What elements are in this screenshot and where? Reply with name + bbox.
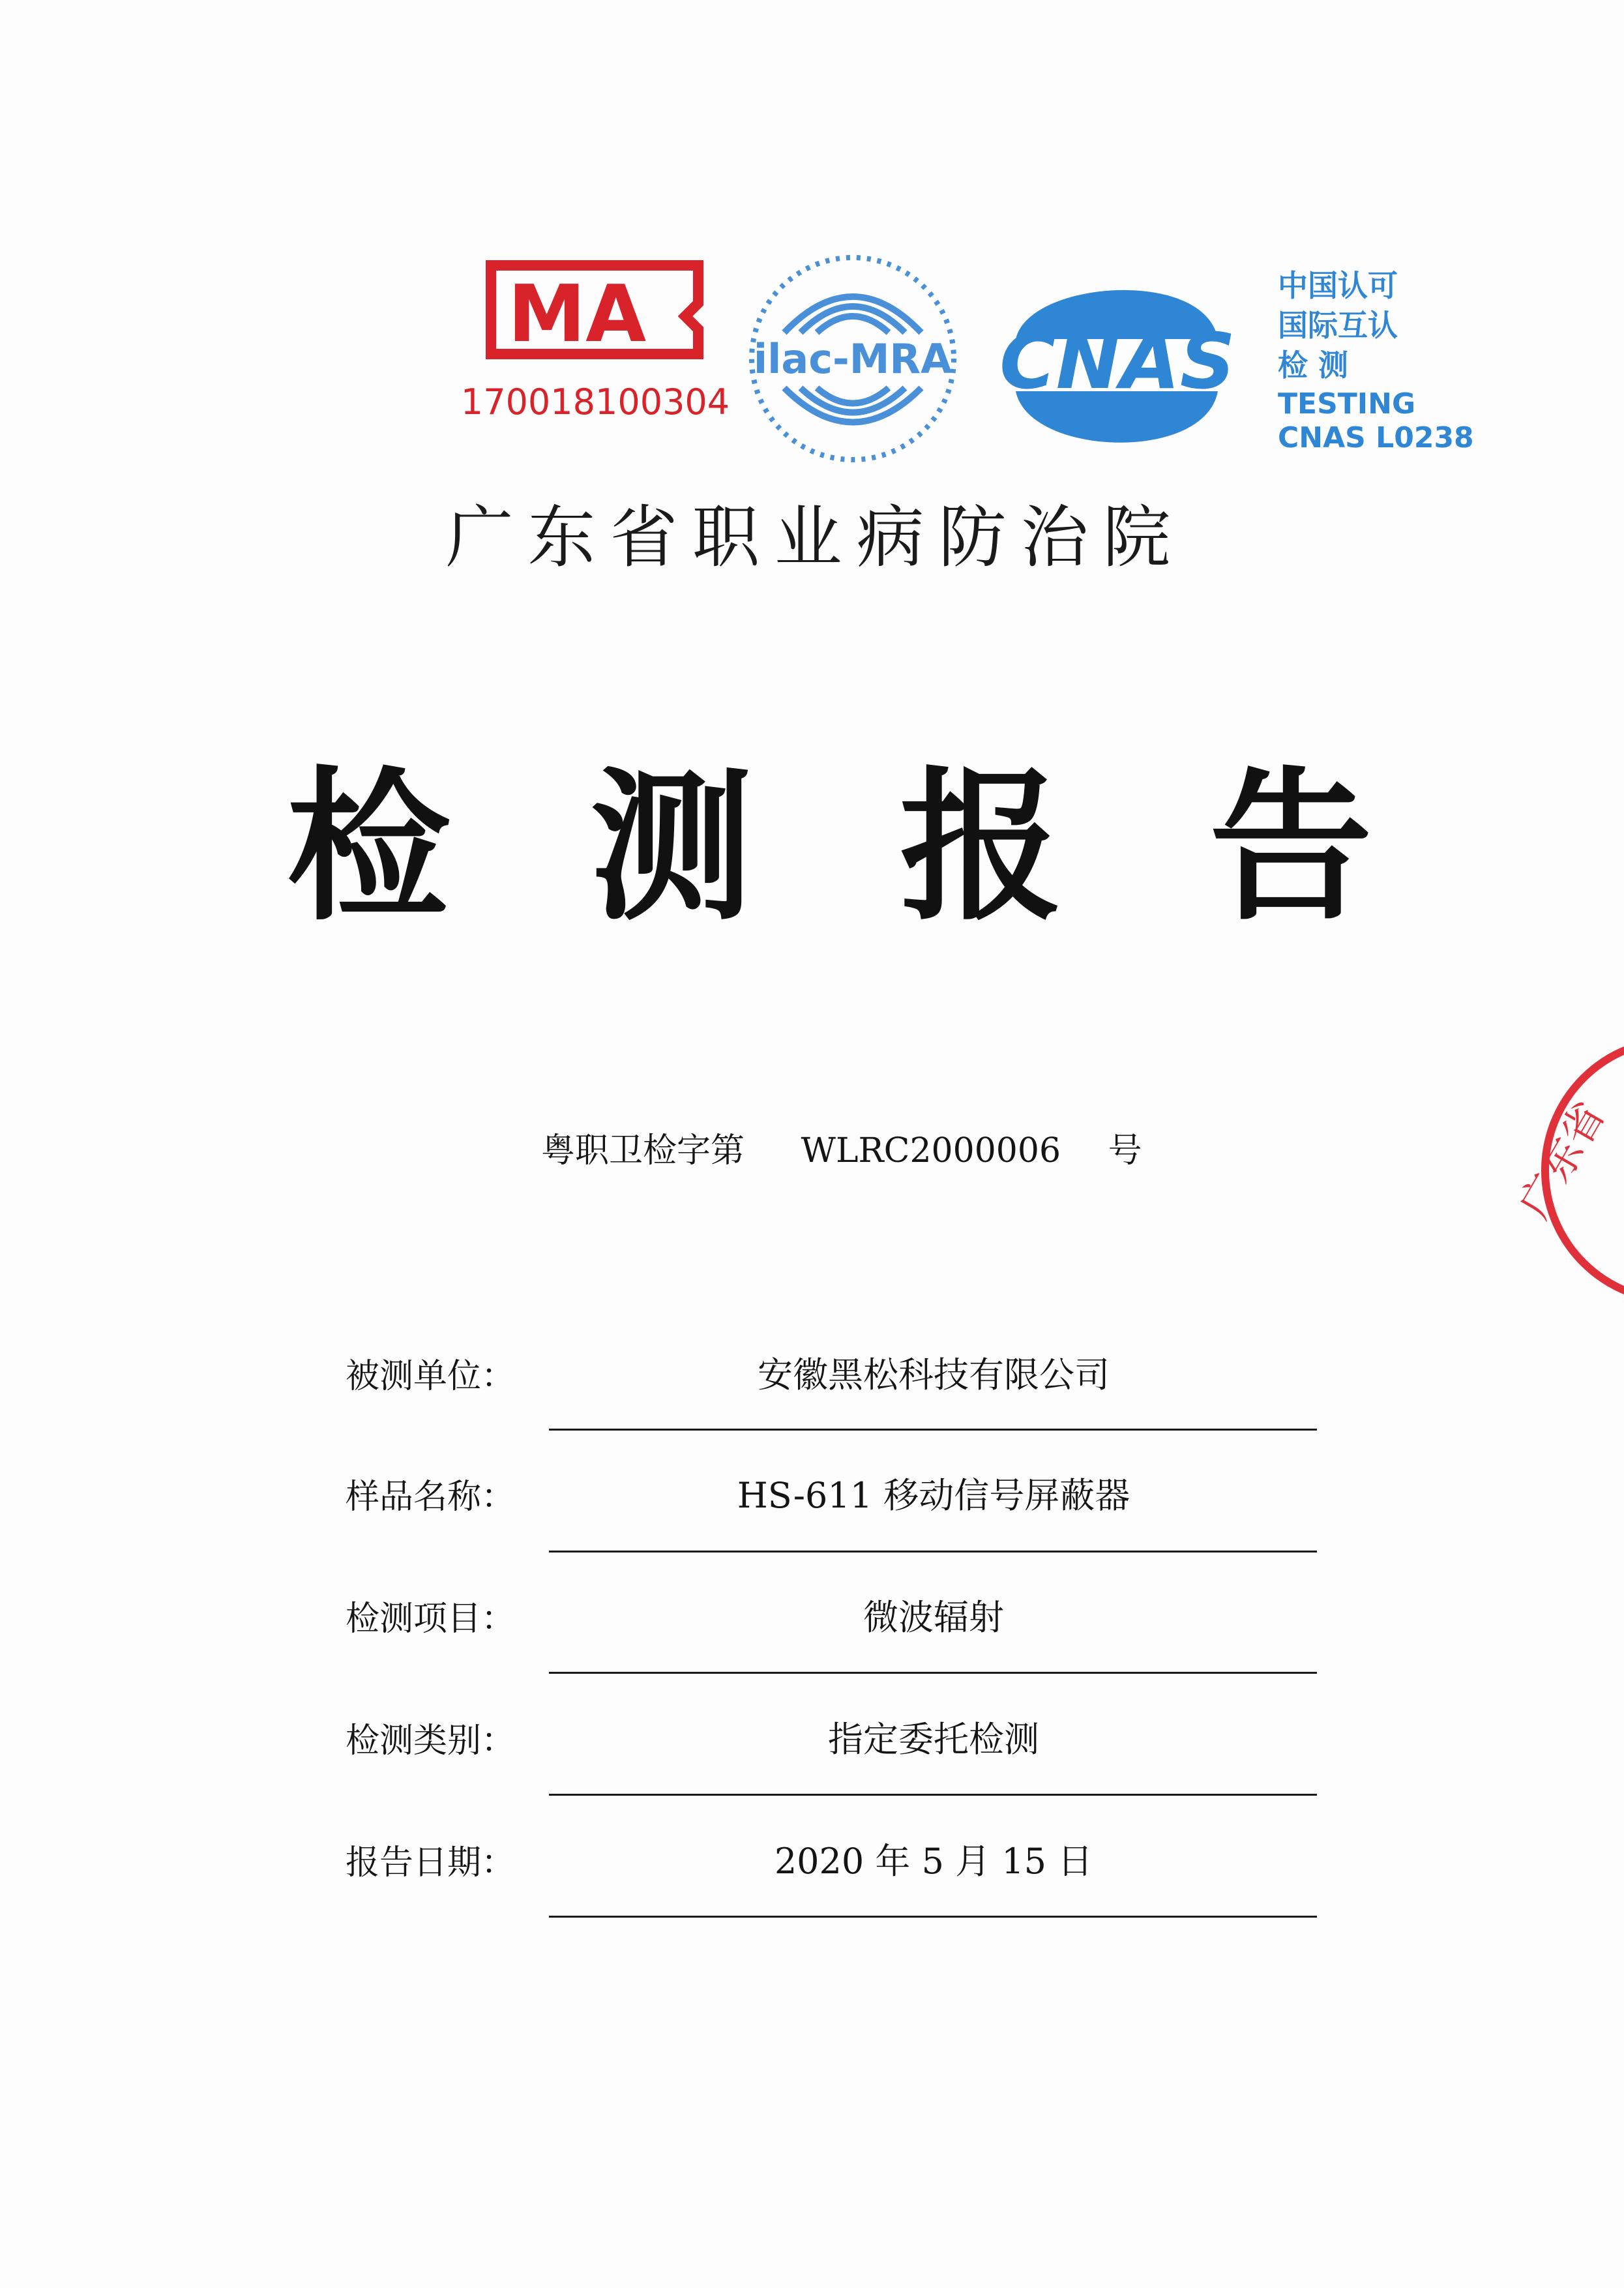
cnas-logo <box>990 267 1250 463</box>
field-label-tested-unit: 被测单位： <box>346 1357 516 1396</box>
ilac-logo-text: ilac-MRA <box>753 335 952 383</box>
field-value-tested-unit: 安徽黑松科技有限公司 <box>758 1354 1110 1395</box>
report-number-value: WLRC2000006 <box>801 1131 1061 1170</box>
title-char-3: 报 <box>900 752 1063 942</box>
official-seal <box>1510 1030 1617 1311</box>
report-number <box>541 1123 1142 1172</box>
field-underline <box>549 1794 1317 1796</box>
field-label-test-item: 检测项目： <box>346 1599 516 1639</box>
cnas-logo-text: CNAS <box>999 316 1235 406</box>
cnas-line-testing-cn: 检 测 <box>1278 348 1349 383</box>
institute-name: 广东省职业病防治院 <box>445 498 1185 577</box>
field-label-test-category: 检测类别： <box>346 1721 516 1761</box>
field-label-sample-name: 样品名称： <box>346 1478 516 1517</box>
title-char-1: 检 <box>287 752 450 942</box>
field-underline <box>549 1916 1317 1918</box>
title-char-2: 测 <box>590 752 753 942</box>
cma-logo <box>460 258 730 424</box>
ilac-mra-logo <box>745 248 960 469</box>
field-value-test-item: 微波辐射 <box>863 1597 1004 1638</box>
cnas-line-testing: TESTING <box>1278 387 1416 421</box>
cma-logo-text: MA <box>507 269 647 360</box>
field-label-report-date: 报告日期： <box>346 1843 516 1882</box>
field-underline <box>549 1429 1317 1431</box>
field-value-sample-name: HS-611 移动信号屏蔽器 <box>737 1475 1130 1516</box>
report-number-suffix: 号 <box>1108 1131 1142 1170</box>
cnas-line-code: CNAS L0238 <box>1278 421 1474 454</box>
field-value-report-date: 2020 年 5 月 15 日 <box>774 1841 1093 1882</box>
field-underline <box>549 1672 1317 1674</box>
cnas-line-mutual-recognition: 国际互认 <box>1278 308 1398 343</box>
field-value-test-category: 指定委托检测 <box>828 1719 1039 1760</box>
seal-text: 广东省 <box>1510 1093 1615 1227</box>
field-underline <box>549 1551 1317 1553</box>
report-number-prefix: 粤职卫检字第 <box>541 1131 745 1170</box>
title-char-4: 告 <box>1209 752 1372 942</box>
cnas-line-china-accredited: 中国认可 <box>1278 268 1398 303</box>
cma-code: 170018100304 <box>460 381 730 423</box>
